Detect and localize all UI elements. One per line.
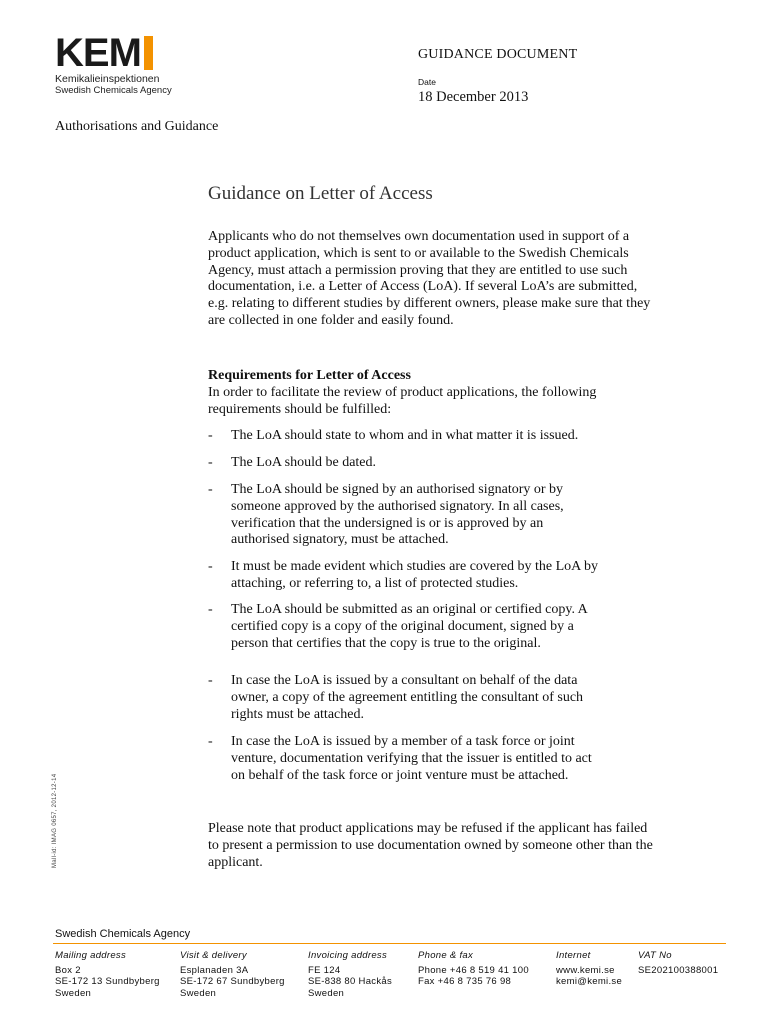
footer-col-head: Visit & delivery [180,950,247,961]
footer-vat-number: SE202100388001 [638,965,719,977]
footer-line: Sweden [308,987,345,999]
footer-email-link[interactable]: kemi@kemi.se [556,976,623,988]
footer-col-head: Invoicing address [308,950,388,961]
closing-note: Please note that product applications may be refused if the applicant has failed to present a permission to use documentation owned by someone other than the applicant. [208,821,653,870]
list-dash: - [208,428,213,443]
footer-line: Esplanaden 3A [180,965,249,977]
list-dash: - [208,734,213,749]
logo-line2: Swedish Chemicals Agency [55,85,172,96]
footer-col-head: Phone & fax [418,950,474,961]
department: Authorisations and Guidance [55,119,219,134]
logo-accent-bar [144,36,153,70]
requirements-section [208,368,658,418]
footer-mailing-address [55,950,160,999]
footer-internet [556,950,622,988]
footer-col-head: Mailing address [55,950,127,961]
logo-mark [55,31,185,75]
footer-phone: Phone +46 8 519 41 100 [418,965,529,977]
footer-visit-delivery [180,950,285,999]
requirements-heading: Requirements for Letter of Access [208,368,411,383]
footer-col-head: Internet [556,950,591,961]
list-item-text: In case the LoA is issued by a member of a task force or joint venture, documentation verifying that the issuer is entitled to act on behalf of the task force or joint venture must be attached. [231,734,592,783]
document-date: 18 December 2013 [418,89,529,105]
page-title: Guidance on Letter of Access [208,183,433,204]
footer-line: Sweden [180,987,217,999]
document-type: GUIDANCE DOCUMENT [418,47,578,62]
list-item-text: The LoA should state to whom and in what matter it is issued. [231,428,579,443]
template-id: Mall-id: IMAG 0657, 2012-12-14 [52,773,58,868]
footer-agency: Swedish Chemicals Agency [55,928,191,940]
logo-wordmark: KEM [55,31,141,75]
list-item-text: The LoA should be submitted as an original or certified copy. A certified copy is a copy of the original document, signed by a person that certifies that the copy is true to the original. [231,602,588,651]
logo-line1: Kemikalieinspektionen [55,73,160,85]
footer-invoicing-address [308,950,392,999]
footer-line: Sweden [55,987,92,999]
date-label: Date [418,77,436,87]
footer-line: FE 124 [308,965,341,977]
requirements-lead: In order to facilitate the review of product applications, the following requirements should be fulfilled: [208,384,597,417]
footer-line: SE-172 13 Sundbyberg [55,976,160,988]
list-dash: - [208,455,213,470]
footer-col-head: VAT No [638,950,672,961]
footer-divider [53,943,726,944]
list-dash: - [208,559,213,574]
intro-paragraph: Applicants who do not themselves own documentation used in support of a product application, which is sent to or available to the Swedish Chemicals Agency, must attach a permission proving that they are entitled to use such documentation, i.e. a Letter of Access (LoA). If several LoA’s are submitted, e.g. relating to different studies by different owners, please make sure that they are collected in one folder and easily found. [208,229,651,328]
footer-line: Box 2 [55,965,81,977]
list-item-text: The LoA should be dated. [231,455,377,470]
list-item-text: The LoA should be signed by an authorised signatory or by someone approved by the authorised signatory. In all cases, verification that the undersigned is or is approved by an authorised signatory, must be attached. [231,482,564,548]
list-dash: - [208,602,213,617]
list-dash: - [208,482,213,497]
list-dash: - [208,673,213,688]
footer-website-link[interactable]: www.kemi.se [556,965,615,977]
footer-fax: Fax +46 8 735 76 98 [418,976,512,988]
footer-phone-fax [418,950,529,988]
footer-line: SE-838 80 Hackås [308,976,393,988]
list-item-text: It must be made evident which studies are covered by the LoA by attaching, or referring to, a list of protected studies. [231,559,599,591]
footer-vat [638,950,718,976]
kemi-logo [55,31,185,96]
list-item-text: In case the LoA is issued by a consultant on behalf of the data owner, a copy of the agreement entitling the consultant of such rights must be attached. [231,673,584,722]
footer-line: SE-172 67 Sundbyberg [180,976,285,988]
